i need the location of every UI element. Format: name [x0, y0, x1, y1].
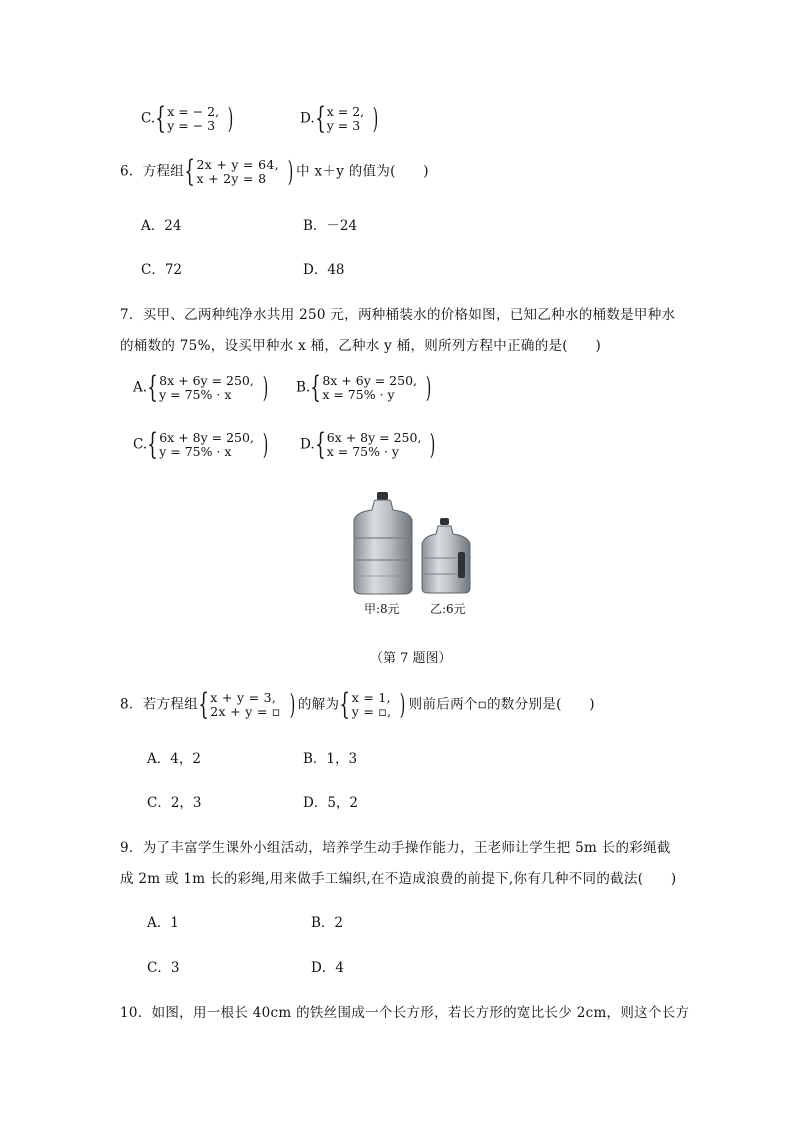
big-bottle-cap — [377, 492, 388, 500]
q5-option-d[interactable] — [300, 101, 381, 136]
small-bottle-handle — [458, 552, 465, 578]
equation: 8x + 6y = 250, — [159, 373, 254, 388]
q9-option-a[interactable]: A．1 — [147, 915, 179, 931]
q6-option-c[interactable]: C．72 — [141, 262, 183, 278]
option-letter: C. — [133, 436, 148, 453]
figure-caption: （第 7 题图） — [370, 651, 452, 666]
q6-option-b[interactable]: B．－24 — [303, 218, 358, 234]
question-text: 的解为 — [297, 696, 340, 713]
equation: x = 2, — [326, 104, 365, 119]
q7-option-b[interactable] — [296, 370, 434, 405]
option-letter: C. — [141, 110, 156, 127]
option-letter: D. — [300, 436, 315, 453]
equation: 6x + 8y = 250, — [159, 430, 254, 445]
option-letter: D. — [300, 110, 315, 127]
equation: x = 75% · y — [322, 387, 395, 402]
equation: x + 2y = 8 — [196, 171, 267, 186]
big-bottle-body — [354, 500, 412, 594]
equation-system: { x + y = 3, 2x + y = ▫ ) — [198, 687, 296, 722]
question-text: 则前后两个▫的数分别是( ) — [408, 696, 595, 713]
equation: x = − 2, — [167, 104, 220, 119]
equation: x = 75% · y — [326, 444, 399, 459]
equation-system: { 8x + 6y = 250, y = 75% · x ) — [147, 370, 269, 405]
equation-system: { 6x + 8y = 250, y = 75% · x ) — [147, 427, 269, 462]
q6-option-a[interactable]: A．24 — [141, 218, 182, 234]
question-6 — [120, 154, 429, 189]
option-letter: A. — [133, 379, 148, 396]
equation: y = 75% · x — [159, 444, 232, 459]
equation: 2x + y = 64, — [196, 157, 279, 172]
question-9-line-2: 成 2m 或 1m 长的彩绳,用来做手工编织,在不造成浪费的前提下,你有几种不同的截法( ) — [120, 871, 677, 887]
water-bottles-figure — [350, 490, 480, 616]
equation: x + y = 3, — [210, 690, 277, 705]
equation-system: { 8x + 6y = 250, x = 75% · y ) — [310, 370, 432, 405]
question-8 — [120, 687, 595, 722]
equation: 8x + 6y = 250, — [322, 373, 418, 388]
question-9-line-1: 9．为了丰富学生课外小组活动，培养学生动手操作能力，王老师让学生把 5m 长的彩绳截 — [120, 840, 671, 856]
equation: y = − 3 — [167, 118, 216, 133]
q7-option-c[interactable] — [133, 427, 271, 462]
q9-option-b[interactable]: B．2 — [311, 915, 344, 931]
price-label-jia: 甲:8元 — [364, 602, 400, 616]
q8-option-c[interactable]: C．2，3 — [147, 795, 202, 811]
question-text: 中 x＋y 的值为( ) — [296, 163, 429, 180]
option-letter: B. — [296, 379, 311, 396]
q9-option-d[interactable]: D．4 — [311, 960, 344, 976]
q8-option-b[interactable]: B．1，3 — [303, 751, 358, 767]
question-text: 8．若方程组 — [120, 696, 198, 713]
equation: y = 3 — [326, 118, 361, 133]
q8-option-d[interactable]: D．5，2 — [303, 795, 359, 811]
question-10-line-1: 10．如图，用一根长 40cm 的铁丝围成一个长方形，若长方形的宽比长少 2cm，则这个长方 — [120, 1005, 690, 1021]
equation-system: { 2x + y = 64, x + 2y = 8 ) — [184, 154, 294, 189]
equation-system: { x = − 2, y = − 3 ) — [155, 101, 234, 136]
equation-system: { x = 2, y = 3 ) — [314, 101, 379, 136]
equation: y = 75% · x — [159, 387, 232, 402]
bottles-illustration — [350, 490, 480, 598]
equation: x = 1, — [351, 690, 391, 705]
q5-option-c[interactable] — [141, 101, 236, 136]
price-label-yi: 乙:6元 — [430, 602, 466, 616]
question-7-line-2: 的桶数的 75%，设买甲种水 x 桶，乙种水 y 桶，则所列方程中正确的是( ) — [120, 338, 602, 354]
q8-option-a[interactable]: A．4，2 — [147, 751, 201, 767]
equation: 2x + y = ▫ — [210, 704, 281, 719]
q6-option-d[interactable]: D．48 — [303, 262, 345, 278]
small-bottle-cap — [440, 518, 449, 525]
q9-option-c[interactable]: C．3 — [147, 960, 180, 976]
equation-system: { 6x + 8y = 250, x = 75% · y ) — [314, 427, 436, 462]
q7-option-a[interactable] — [133, 370, 271, 405]
equation: 6x + 8y = 250, — [326, 430, 422, 445]
q7-option-d[interactable] — [300, 427, 438, 462]
question-text: 6．方程组 — [120, 163, 185, 180]
solution-system: { x = 1, y = ▫, ) — [339, 687, 406, 722]
equation: y = ▫, — [351, 704, 392, 719]
question-7-line-1: 7．买甲、乙两种纯净水共用 250 元，两种桶装水的价格如图，已知乙种水的桶数是甲种水 — [120, 307, 676, 323]
